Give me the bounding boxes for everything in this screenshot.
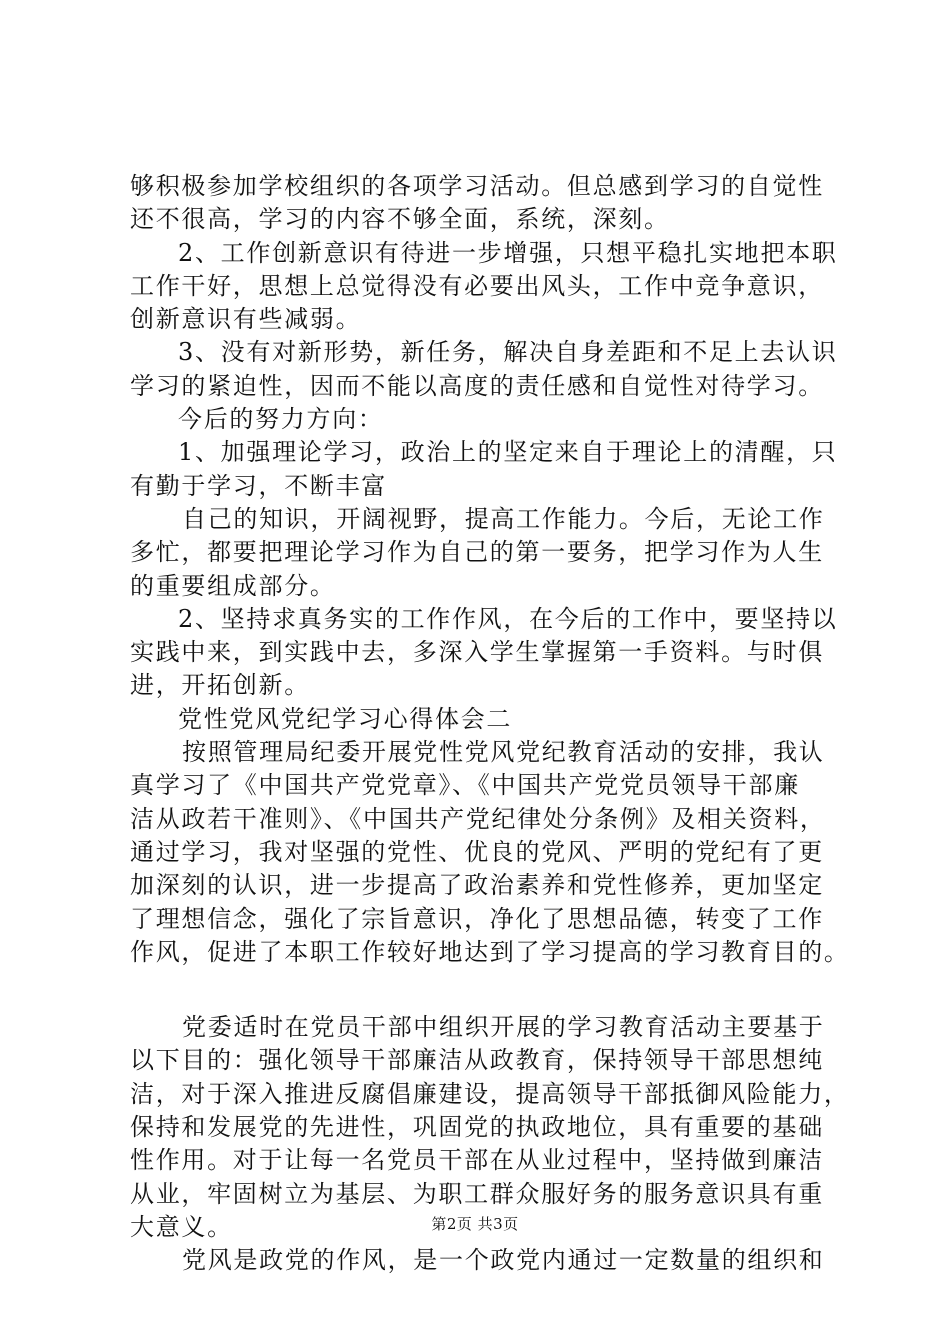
document-body xyxy=(130,170,850,1278)
text-line: 3、没有对新形势，新任务，解决自身差距和不足上去认识 xyxy=(178,338,838,367)
text-line: 的重要组成部分。 xyxy=(130,571,336,600)
text-line: 实践中来，到实践中去，多深入学生掌握第一手资料。与时俱 xyxy=(130,638,824,667)
text-line: 创新意识有些减弱。 xyxy=(130,305,362,334)
section-heading: 党性党风党纪学习心得体会二 xyxy=(178,704,513,733)
text-line: 按照管理局纪委开展党性党风党纪教育活动的安排，我认 xyxy=(182,738,825,767)
text-line: 够积极参加学校组织的各项学习活动。但总感到学习的自觉性 xyxy=(130,172,824,200)
text-line: 2、坚持求真务实的工作作风，在今后的工作中，要坚持以 xyxy=(178,604,838,633)
text-line: 真学习了《中国共产党党章》、《中国共产党党员领导干部廉 xyxy=(130,771,800,800)
text-line: 1、加强理论学习，政治上的坚定来自于理论上的清醒，只 xyxy=(178,438,838,467)
text-line: 了理想信念，强化了宗旨意识，净化了思想品德，转变了工作 xyxy=(130,904,824,933)
text-line: 通过学习，我对坚强的党性、优良的党风、严明的党纪有了更 xyxy=(130,837,824,866)
text-line: 学习的紧迫性，因而不能以高度的责任感和自觉性对待学习。 xyxy=(130,371,824,400)
text-line: 党风是政党的作风，是一个政党内通过一定数量的组织和 xyxy=(182,1246,825,1275)
text-line: 多忙，都要把理论学习作为自己的第一要务，把学习作为人生 xyxy=(130,538,824,567)
text-line: 大意义。 xyxy=(130,1212,233,1241)
text-line: 有勤于学习，不断丰富 xyxy=(130,471,387,500)
text-line: 党委适时在党员干部中组织开展的学习教育活动主要基于 xyxy=(182,1013,825,1042)
text-line: 进，开拓创新。 xyxy=(130,671,310,700)
paragraph-gap xyxy=(130,969,850,1011)
text-line: 保持和发展党的先进性，巩固党的执政地位，具有重要的基础 xyxy=(130,1113,824,1142)
text-line: 加深刻的认识，进一步提高了政治素养和党性修养，更加坚定 xyxy=(130,871,824,900)
text-line: 自己的知识，开阔视野，提高工作能力。今后，无论工作 xyxy=(182,504,825,533)
text-line: 2、工作创新意识有待进一步增强，只想平稳扎实地把本职 xyxy=(178,238,838,267)
text-line: 作风，促进了本职工作较好地达到了学习提高的学习教育目的。 xyxy=(130,937,850,966)
text-line: 工作干好，思想上总觉得没有必要出风头，工作中竞争意识， xyxy=(130,271,824,300)
text-line: 今后的努力方向： xyxy=(178,405,384,434)
page-number-footer: 第2页 共3页 xyxy=(431,1215,519,1233)
text-line: 性作用。对于让每一名党员干部在从业过程中，坚持做到廉洁 xyxy=(130,1146,824,1175)
text-line: 洁从政若干准则》、《中国共产党纪律处分条例》及相关资料， xyxy=(130,804,826,833)
text-line: 洁，对于深入推进反腐倡廉建设，提高领导干部抵御风险能力， xyxy=(130,1079,850,1108)
text-line: 以下目的：强化领导干部廉洁从政教育，保持领导干部思想纯 xyxy=(130,1046,824,1075)
text-line: 还不很高，学习的内容不够全面，系统，深刻。 xyxy=(130,205,670,234)
text-line: 从业，牢固树立为基层、为职工群众服好务的服务意识具有重 xyxy=(130,1179,824,1208)
